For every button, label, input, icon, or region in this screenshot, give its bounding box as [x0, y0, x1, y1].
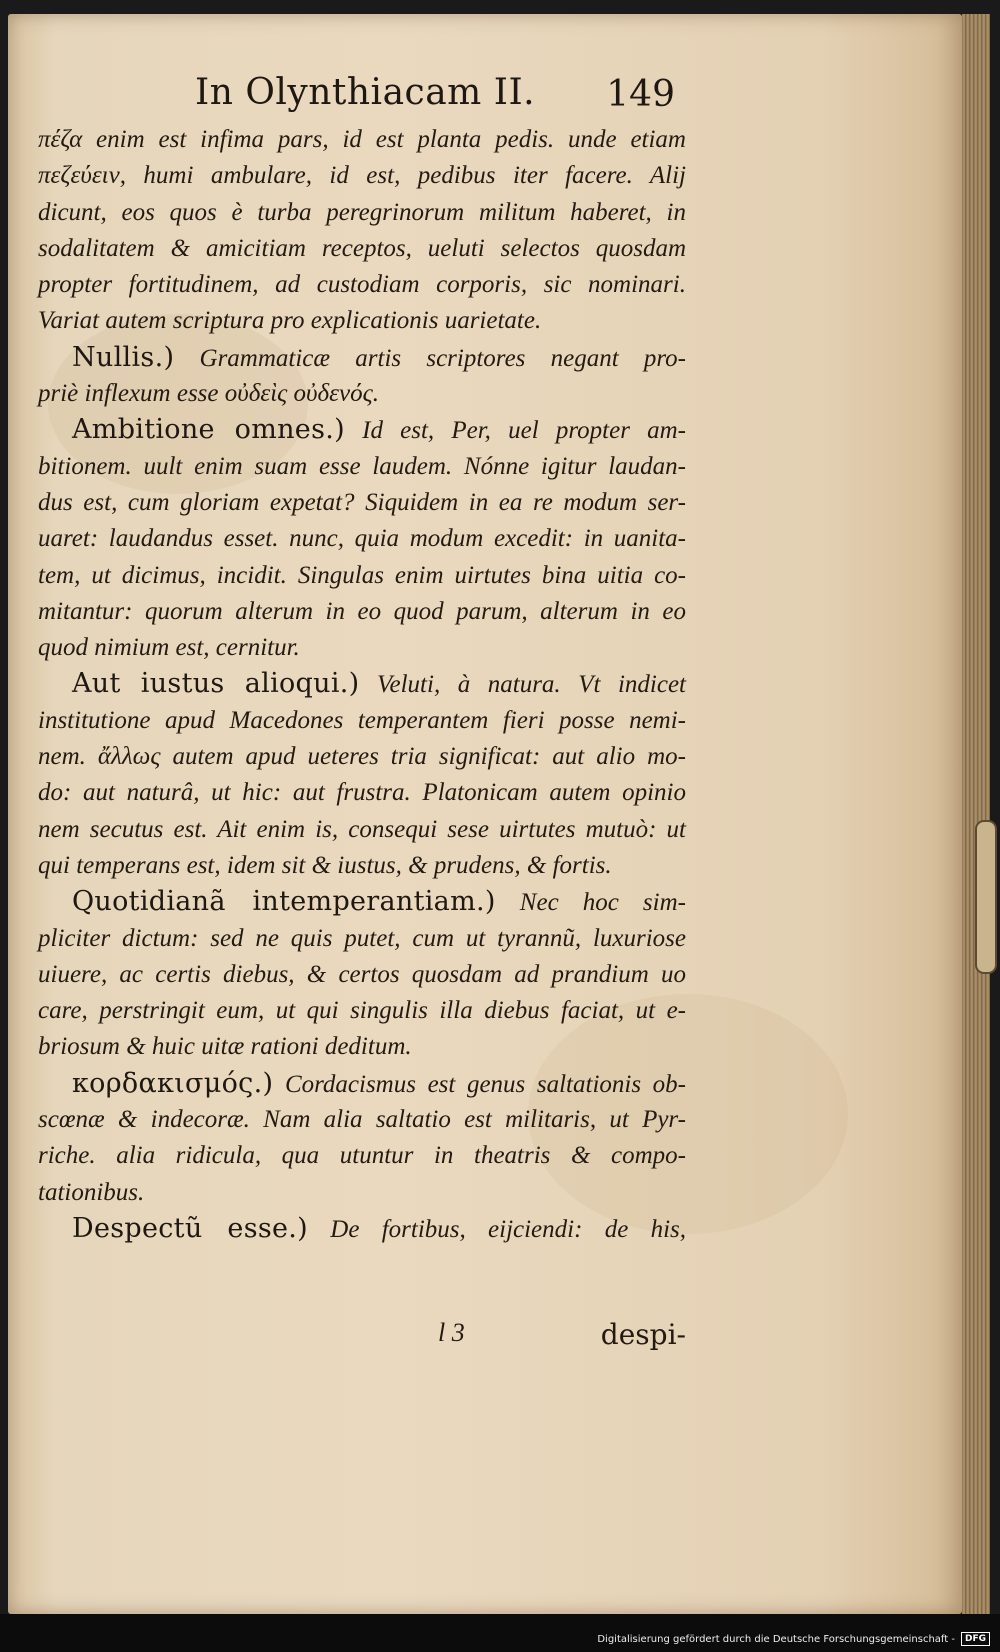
line-text: Grammaticæ artis scriptores negant pro- — [199, 344, 686, 372]
text-line — [38, 376, 686, 412]
text-line — [38, 1175, 686, 1211]
line-text: mitantur: quorum alterum in eo quod parum, alterum in eo — [38, 597, 686, 625]
text-line — [38, 848, 686, 884]
line-text: Variat autem scriptura pro explicationis uarietate. — [38, 307, 542, 335]
line-text: Id est, Per, uel propter am- — [362, 417, 686, 445]
line-text: propter fortitudinem, ad custodiam corporis, sic nominari. — [38, 271, 686, 299]
lemma: Nullis.) — [72, 341, 175, 373]
text-line — [38, 267, 686, 303]
line-text: Cordacismus est genus saltationis ob- — [284, 1070, 687, 1098]
line-text: uaret: laudandus esset. nunc, quia modum excedit: in uanita- — [38, 525, 686, 553]
text-line — [38, 158, 686, 194]
binding-clasp — [975, 820, 997, 974]
line-text: tationibus. — [38, 1178, 145, 1206]
text-line — [38, 666, 686, 702]
lemma: Quotidianã intemperantiam.) — [72, 886, 496, 918]
line-text: πεζεύειν, humi ambulare, id est, pedibus iter facere. Alij — [38, 162, 686, 190]
text-line — [38, 739, 686, 775]
text-line — [38, 1066, 686, 1102]
commentary-text — [38, 122, 686, 1247]
lemma: κορδακισμός.) — [72, 1067, 274, 1099]
catch-line — [38, 1318, 686, 1354]
line-text: pliciter dictum: sed ne quis putet, cum ut tyrannũ, luxuriose — [38, 924, 686, 952]
lemma: Aut iustus alioqui.) — [72, 668, 360, 700]
line-text: quod nimium est, cernitur. — [38, 634, 300, 662]
text-line — [38, 775, 686, 811]
line-text: briosum & huic uitæ rationi deditum. — [38, 1033, 412, 1061]
text-line — [38, 812, 686, 848]
line-text: De fortibus, eijciendi: de his, — [330, 1215, 686, 1243]
text-line — [38, 957, 686, 993]
line-text: priè inflexum esse οὐδεὶς οὐδενός. — [38, 380, 379, 408]
line-text: uiuere, ac certis diebus, & certos quosdam ad prandium uo — [38, 960, 686, 988]
line-text: nem secutus est. Ait enim is, consequi sese uirtutes mutuò: ut — [38, 815, 686, 843]
text-line — [38, 993, 686, 1029]
digitization-credit — [597, 1632, 990, 1646]
line-text: πέζα enim est infima pars, id est planta pedis. unde etiam — [38, 126, 686, 153]
catchword: despi- — [600, 1318, 686, 1351]
credit-text: Digitalisierung gefördert durch die Deutsche Forschungsgemeinschaft - — [597, 1633, 955, 1645]
text-line — [38, 1029, 686, 1065]
dfg-logo: DFG — [961, 1632, 990, 1646]
line-text: Veluti, à natura. Vt indicet — [377, 671, 686, 699]
text-line — [38, 558, 686, 594]
lemma: Despectũ esse.) — [72, 1212, 308, 1244]
line-text: qui temperans est, idem sit & iustus, & prudens, & fortis. — [38, 851, 612, 879]
text-line — [38, 1211, 686, 1247]
line-text: sodalitatem & amicitiam receptos, ueluti selectos quosdam — [38, 234, 686, 262]
text-line — [38, 231, 686, 267]
line-text: scœnæ & indecoræ. Nam alia saltatio est militaris, ut Pyr- — [38, 1106, 686, 1134]
text-line — [38, 303, 686, 339]
line-text: nem. ἄλλως autem apud ueteres tria significat: aut alio mo- — [38, 743, 686, 771]
page-header — [195, 72, 675, 122]
text-line — [38, 1138, 686, 1174]
text-line — [38, 412, 686, 448]
signature-mark: l 3 — [438, 1318, 465, 1347]
text-line — [38, 703, 686, 739]
text-line — [38, 449, 686, 485]
text-line — [38, 122, 686, 158]
text-line — [38, 485, 686, 521]
text-line — [38, 921, 686, 957]
line-text: tem, ut dicimus, incidit. Singulas enim uirtutes bina uitia co- — [38, 561, 686, 589]
text-line — [38, 594, 686, 630]
line-text: riche. alia ridicula, qua utuntur in theatris & compo- — [38, 1142, 686, 1170]
line-text: bitionem. uult enim suam esse laudem. Nónne igitur laudan- — [38, 452, 686, 480]
lemma: Ambitione omnes.) — [72, 414, 345, 446]
line-text: dus est, cum gloriam expetat? Siquidem in ea re modum ser- — [38, 488, 686, 516]
line-text: do: aut naturâ, ut hic: aut frustra. Platonicam autem opinio — [38, 779, 686, 807]
running-title: In Olynthiacam II. — [195, 72, 536, 113]
page-number: 149 — [606, 74, 675, 115]
text-line — [38, 1102, 686, 1138]
text-line — [38, 521, 686, 557]
line-text: care, perstringit eum, ut qui singulis illa diebus faciat, ut e- — [38, 997, 686, 1025]
page-edges — [962, 14, 990, 1614]
text-line — [38, 630, 686, 666]
text-line — [38, 340, 686, 376]
line-text: dicunt, eos quos è turba peregrinorum militum haberet, in — [38, 198, 686, 226]
text-line — [38, 195, 686, 231]
text-line — [38, 884, 686, 920]
line-text: institutione apud Macedones temperantem fieri posse nemi- — [38, 706, 686, 734]
line-text: Nec hoc sim- — [519, 889, 686, 917]
